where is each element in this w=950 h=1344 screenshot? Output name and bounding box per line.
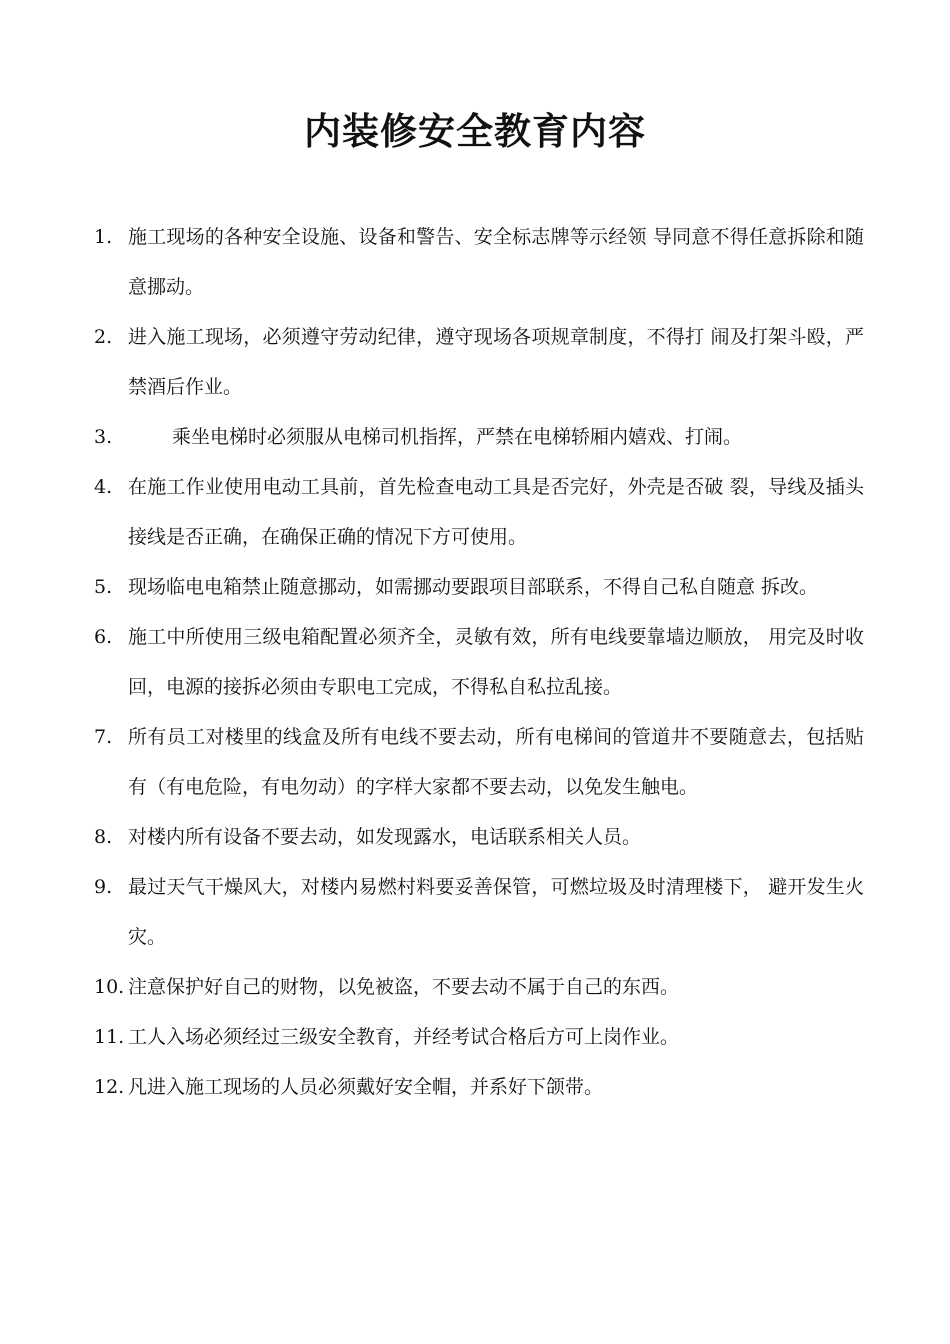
- item-text: 所有员工对楼里的线盒及所有电线不要去动，所有电梯间的管道井不要随意去，包括贴有（有电危险，有电勿动）的字样大家都不要去动，以免发生触电。: [128, 726, 864, 798]
- item-number: 8.: [94, 826, 113, 848]
- list-item: [94, 412, 864, 462]
- item-number: 10.: [94, 976, 125, 998]
- item-number: 5.: [94, 576, 113, 598]
- item-text: 乘坐电梯时必须服从电梯司机指挥，严禁在电梯轿厢内嬉戏、打闹。: [172, 426, 743, 448]
- item-number: 4.: [94, 476, 113, 498]
- item-text: 施工中所使用三级电箱配置必须齐全，灵敏有效，所有电线要靠墙边顺放， 用完及时收回，电源的接拆必须由专职电工完成，不得私自私拉乱接。: [128, 626, 864, 698]
- safety-rules-list: [94, 212, 864, 1112]
- item-number: 7.: [94, 726, 113, 748]
- item-text: 工人入场必须经过三级安全教育，并经考试合格后方可上岗作业。: [128, 1026, 680, 1048]
- item-text: 现场临电电箱禁止随意挪动，如需挪动要跟项目部联系，不得自己私自随意 拆改。: [128, 576, 819, 598]
- item-text: 最过天气干燥风大，对楼内易燃村料要妥善保管，可燃垃圾及时清理楼下， 避开发生火灾。: [128, 876, 864, 948]
- list-item: [94, 962, 864, 1012]
- list-item: [94, 212, 864, 312]
- item-text: 施工现场的各种安全设施、设备和警告、安全标志牌等示经领 导同意不得任意拆除和随意挪动。: [128, 226, 864, 298]
- item-number: 2.: [94, 326, 113, 348]
- list-item: [94, 312, 864, 412]
- list-item: [94, 612, 864, 712]
- list-item: [94, 462, 864, 562]
- page-title: 内装修安全教育内容: [304, 110, 646, 153]
- list-item: [94, 812, 864, 862]
- item-number: 6.: [94, 626, 113, 648]
- item-number: 9.: [94, 876, 113, 898]
- list-item: [94, 1062, 864, 1112]
- item-text: 凡进入施工现场的人员必须戴好安全帽，并系好下颌带。: [128, 1076, 604, 1098]
- list-item: [94, 862, 864, 962]
- item-number: 11.: [94, 1026, 125, 1048]
- list-item: [94, 712, 864, 812]
- list-item: [94, 562, 864, 612]
- item-text: 进入施工现场，必须遵守劳动纪律，遵守现场各项规章制度，不得打 闹及打架斗殴，严禁酒后作业。: [128, 326, 864, 398]
- item-number: 3.: [94, 426, 113, 448]
- item-text: 注意保护好自己的财物，以免被盗，不要去动不属于自己的东西。: [128, 976, 680, 998]
- item-text: 在施工作业使用电动工具前，首先检查电动工具是否完好，外壳是否破 裂，导线及插头接线是否正确，在确保正确的情况下方可使用。: [128, 476, 864, 548]
- list-item: [94, 1012, 864, 1062]
- item-text: 对楼内所有设备不要去动，如发现露水，电话联系相关人员。: [128, 826, 642, 848]
- item-number: 1.: [94, 226, 113, 248]
- item-number: 12.: [94, 1076, 125, 1098]
